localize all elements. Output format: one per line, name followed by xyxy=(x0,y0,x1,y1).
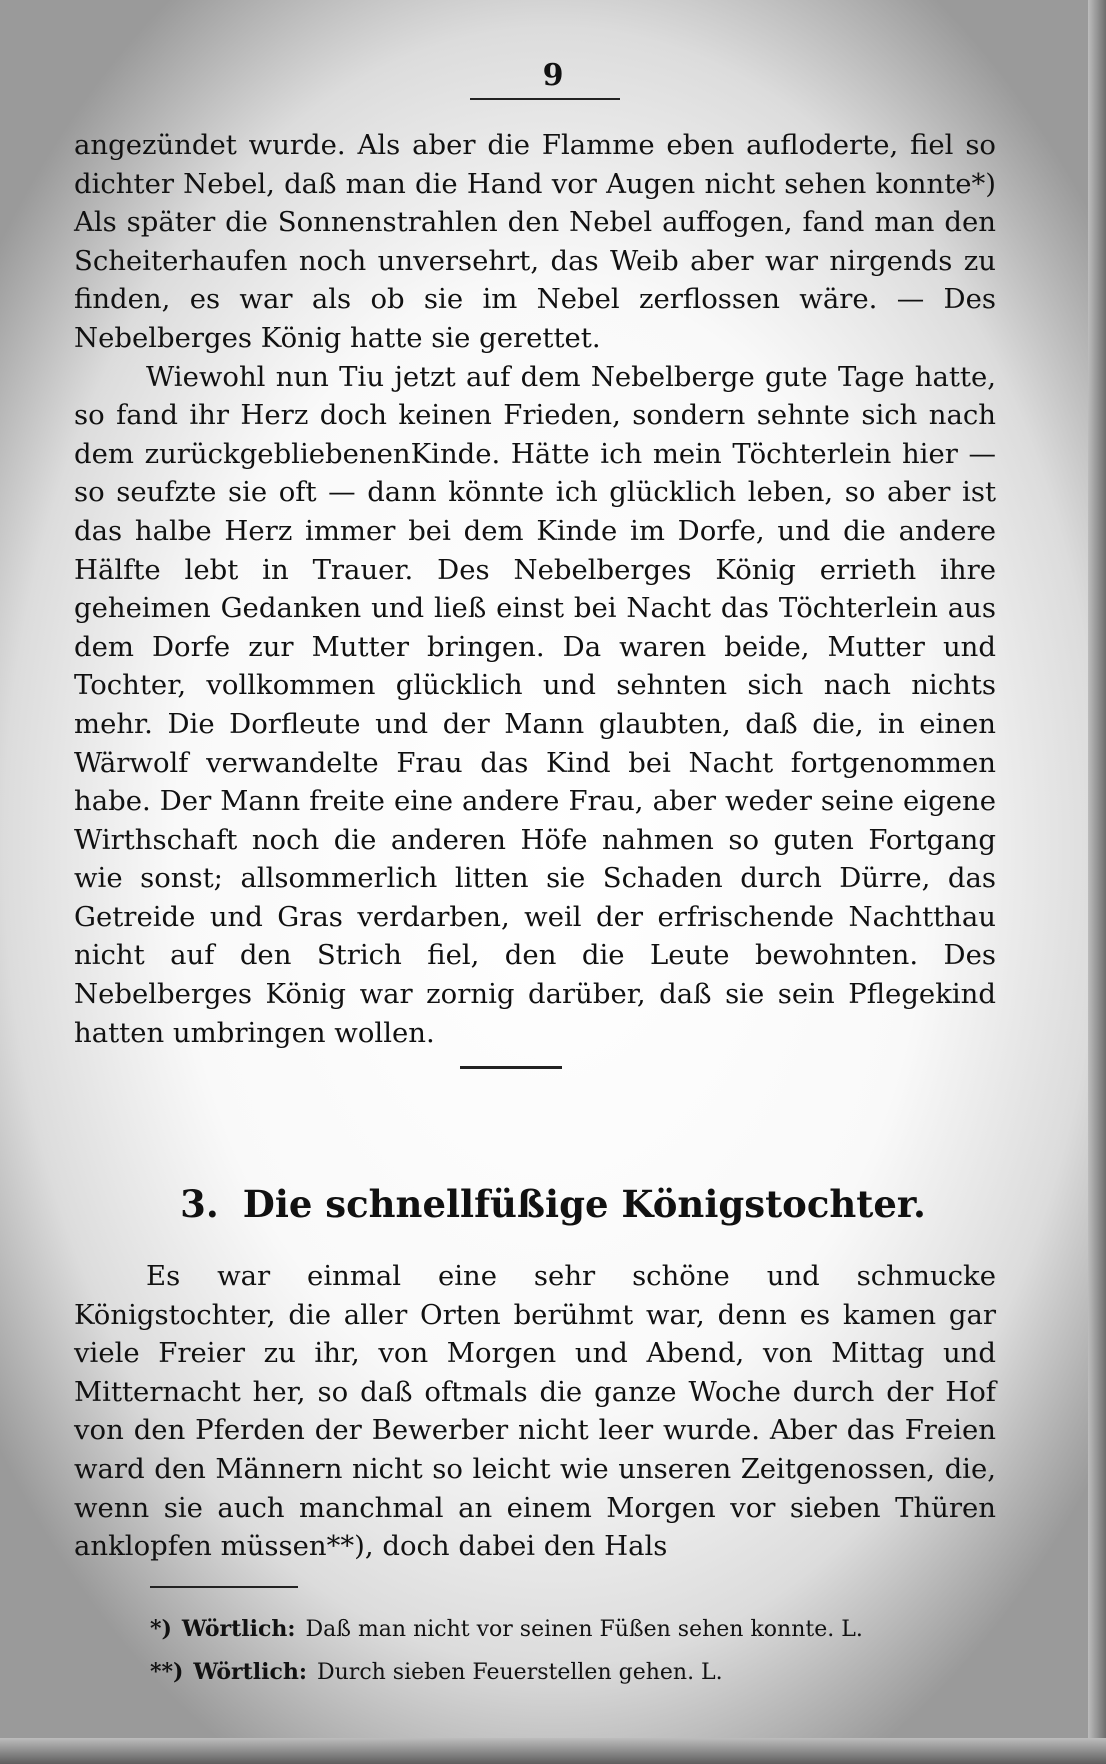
paragraph-continued: angezündet wurde. Als aber die Flamme eben aufloderte, fiel so dichter Nebel, daß man die Hand vor Augen nicht sehen konnte*) Als später die Sonnenstrahlen den Nebel auffogen, fand man den Scheiterhaufen noch unversehrt, das Weib aber war nirgends zu finden, es war als ob sie im Nebel zerflossen wäre. — Des Nebelberges König hatte sie gerettet. xyxy=(74,129,996,354)
footnote-rule xyxy=(150,1586,298,1588)
footnote-label: Wörtlich: xyxy=(181,1616,296,1642)
footnote-1 xyxy=(150,1608,940,1651)
section-paragraph: Es war einmal eine sehr schöne und schmucke Königstochter, die aller Orten berühmt war, denn es kamen gar viele Freier zu ihr, von Morgen und Abend, von Mittag und Mitternacht her, so daß oftmals die ganze Woche durch der Hof von den Pferden der Bewerber nicht leer wurde. Aber das Freien ward den Männern nicht so leicht wie unseren Zeitgenossen, die, wenn sie auch manchmal an einem Morgen vor sieben Thüren anklopfen müssen**), doch dabei den Hals xyxy=(74,1260,996,1563)
page-edge-shadow-right xyxy=(1088,0,1106,1764)
footnote-label: Wörtlich: xyxy=(193,1659,307,1685)
section-heading xyxy=(0,1182,1106,1226)
page-number: 9 xyxy=(542,58,564,93)
footnote-marker: **) xyxy=(150,1659,184,1685)
section-title: Die schnellfüßige Königstochter. xyxy=(242,1182,926,1226)
section-number: 3. xyxy=(180,1182,219,1226)
section-separator-rule xyxy=(460,1066,562,1069)
footnote-2 xyxy=(150,1651,940,1694)
page-number-rule xyxy=(470,98,620,100)
footnote-marker: *) xyxy=(150,1616,172,1642)
page-edge-shadow-bottom xyxy=(0,1738,1106,1764)
footnote-text: Daß man nicht vor seinen Füßen sehen konnte. L. xyxy=(305,1617,863,1642)
footnotes xyxy=(150,1608,940,1694)
paragraph-tiu: Wiewohl nun Tiu jetzt auf dem Nebelberge gute Tage hatte, so fand ihr Herz doch keinen Frieden, sondern sehnte sich nach dem zurückgebliebenenKinde. Hätte ich mein Töchterlein hier — so seufzte sie oft — dann könnte ich glücklich leben, so aber ist das halbe Herz immer bei dem Kinde im Dorfe, und die andere Hälfte lebt in Trauer. Des Nebelberges König errieth ihre geheimen Gedanken und ließ einst bei Nacht das Töchterlein aus dem Dorfe zur Mutter bringen. Da waren beide, Mutter und Tochter, vollkommen glücklich und sehnten sich nach nichts mehr. Die Dorfleute und der Mann glaubten, daß die, in einen Wärwolf verwandelte Frau das Kind bei Nacht fortgenommen habe. Der Mann freite eine andere Frau, aber weder seine eigene Wirthschaft noch die anderen Höfe nahmen so guten Fortgang wie sonst; allsommerlich litten sie Schaden durch Dürre, das Getreide und Gras verdarben, weil der erfrischende Nachtthau nicht auf den Strich fiel, den die Leute bewohnten. Des Nebelberges König war zornig darüber, daß sie sein Pflegekind hatten umbringen wollen. xyxy=(74,360,996,1049)
section-text-block xyxy=(74,1257,996,1566)
footnote-text: Durch sieben Feuerstellen gehen. L. xyxy=(317,1660,723,1685)
continued-text-block xyxy=(74,126,996,1052)
